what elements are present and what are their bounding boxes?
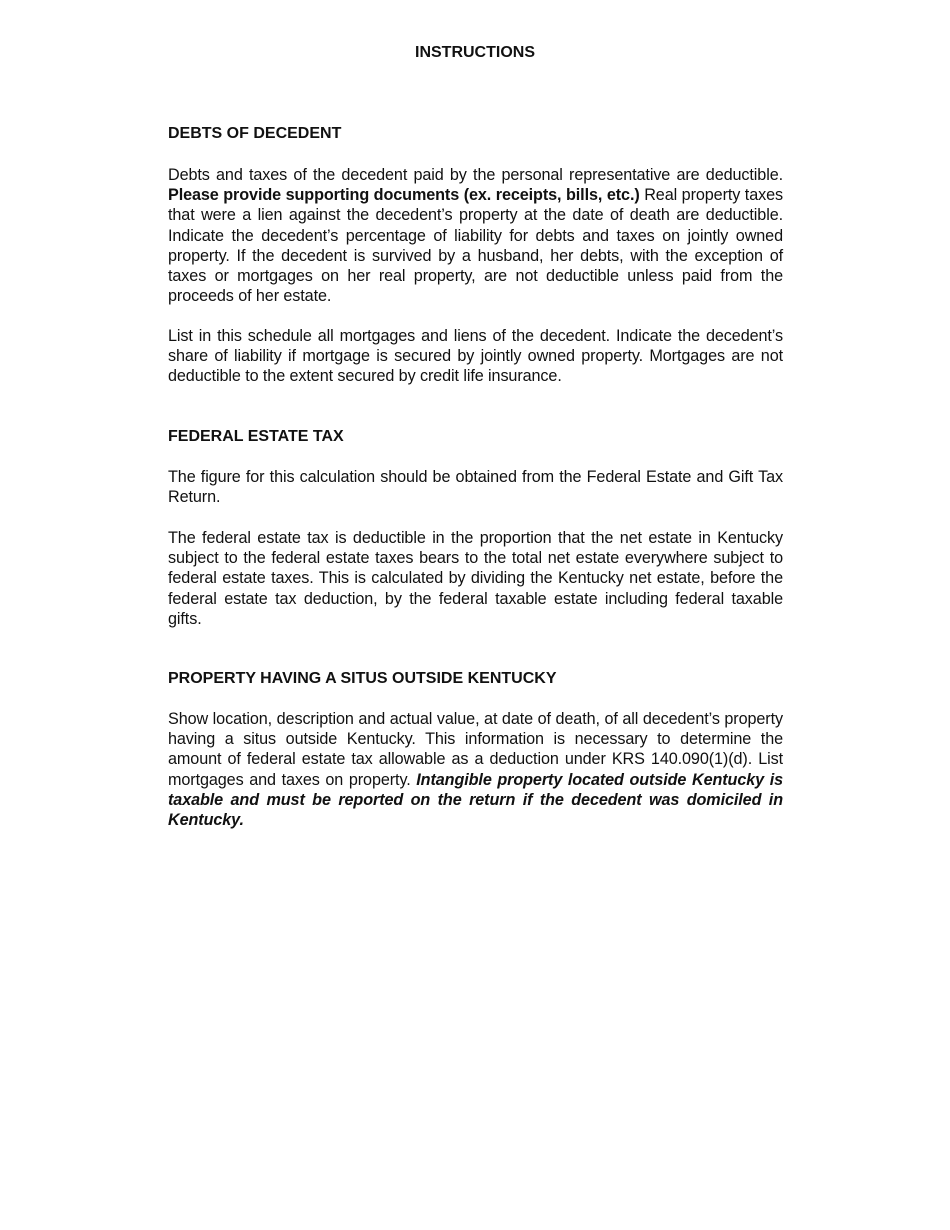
federal-tax-paragraph-source: The figure for this calculation should be obtained from the Federal Estate and Gift Tax Return. <box>168 468 783 507</box>
debts-text-intro: Debts and taxes of the decedent paid by the personal representative are deductible. <box>168 166 783 184</box>
section-heading-property-outside-kentucky: PROPERTY HAVING A SITUS OUTSIDE KENTUCKY <box>168 670 557 687</box>
section-heading-debts-of-decedent: DEBTS OF DECEDENT <box>168 125 342 142</box>
debts-paragraph-deductible <box>168 165 783 306</box>
federal-tax-paragraph-proportion: The federal estate tax is deductible in the proportion that the net estate in Kentucky subject to the federal estate taxes bears to the total net estate everywhere subject to federal estate taxes. This is calculated by dividing the Kentucky net estate, before the federal estate tax deduction, by the federal taxable estate including federal taxable gifts. <box>168 529 783 628</box>
situs-text-intro: Show location, description and actual value, at date of death, of all decedent’s property having a situs outside Kentucky. This information is necessary to determine the amount of federal estate tax allowable as a deduction under KRS 140.090(1)(d). List mortgages and taxes on property. <box>168 710 783 789</box>
supporting-documents-notice: Please provide supporting documents (ex. receipts, bills, etc.) <box>168 186 640 205</box>
situs-paragraph <box>168 709 783 830</box>
debts-text-details: Real property taxes that were a lien against the decedent’s property at the date of death are deductible. Indicate the decedent’s percentage of liability for debts and taxes on jointly owned property. If the decedent is survived by a husband, her debts, with the exception of taxes or mortgages on her real property, are not deductible unless paid from the proceeds of her estate. <box>168 186 784 306</box>
debts-paragraph-mortgages: List in this schedule all mortgages and liens of the decedent. Indicate the decedent’s share of liability if mortgage is secured by jointly owned property. Mortgages are not deductible to the extent secured by credit life insurance. <box>168 327 783 386</box>
section-heading-federal-estate-tax: FEDERAL ESTATE TAX <box>168 428 344 445</box>
page-title: INSTRUCTIONS <box>415 44 535 61</box>
intangible-property-notice: Intangible property located outside Kentucky is taxable and must be reported on the return if the decedent was domiciled in Kentucky. <box>168 770 783 830</box>
